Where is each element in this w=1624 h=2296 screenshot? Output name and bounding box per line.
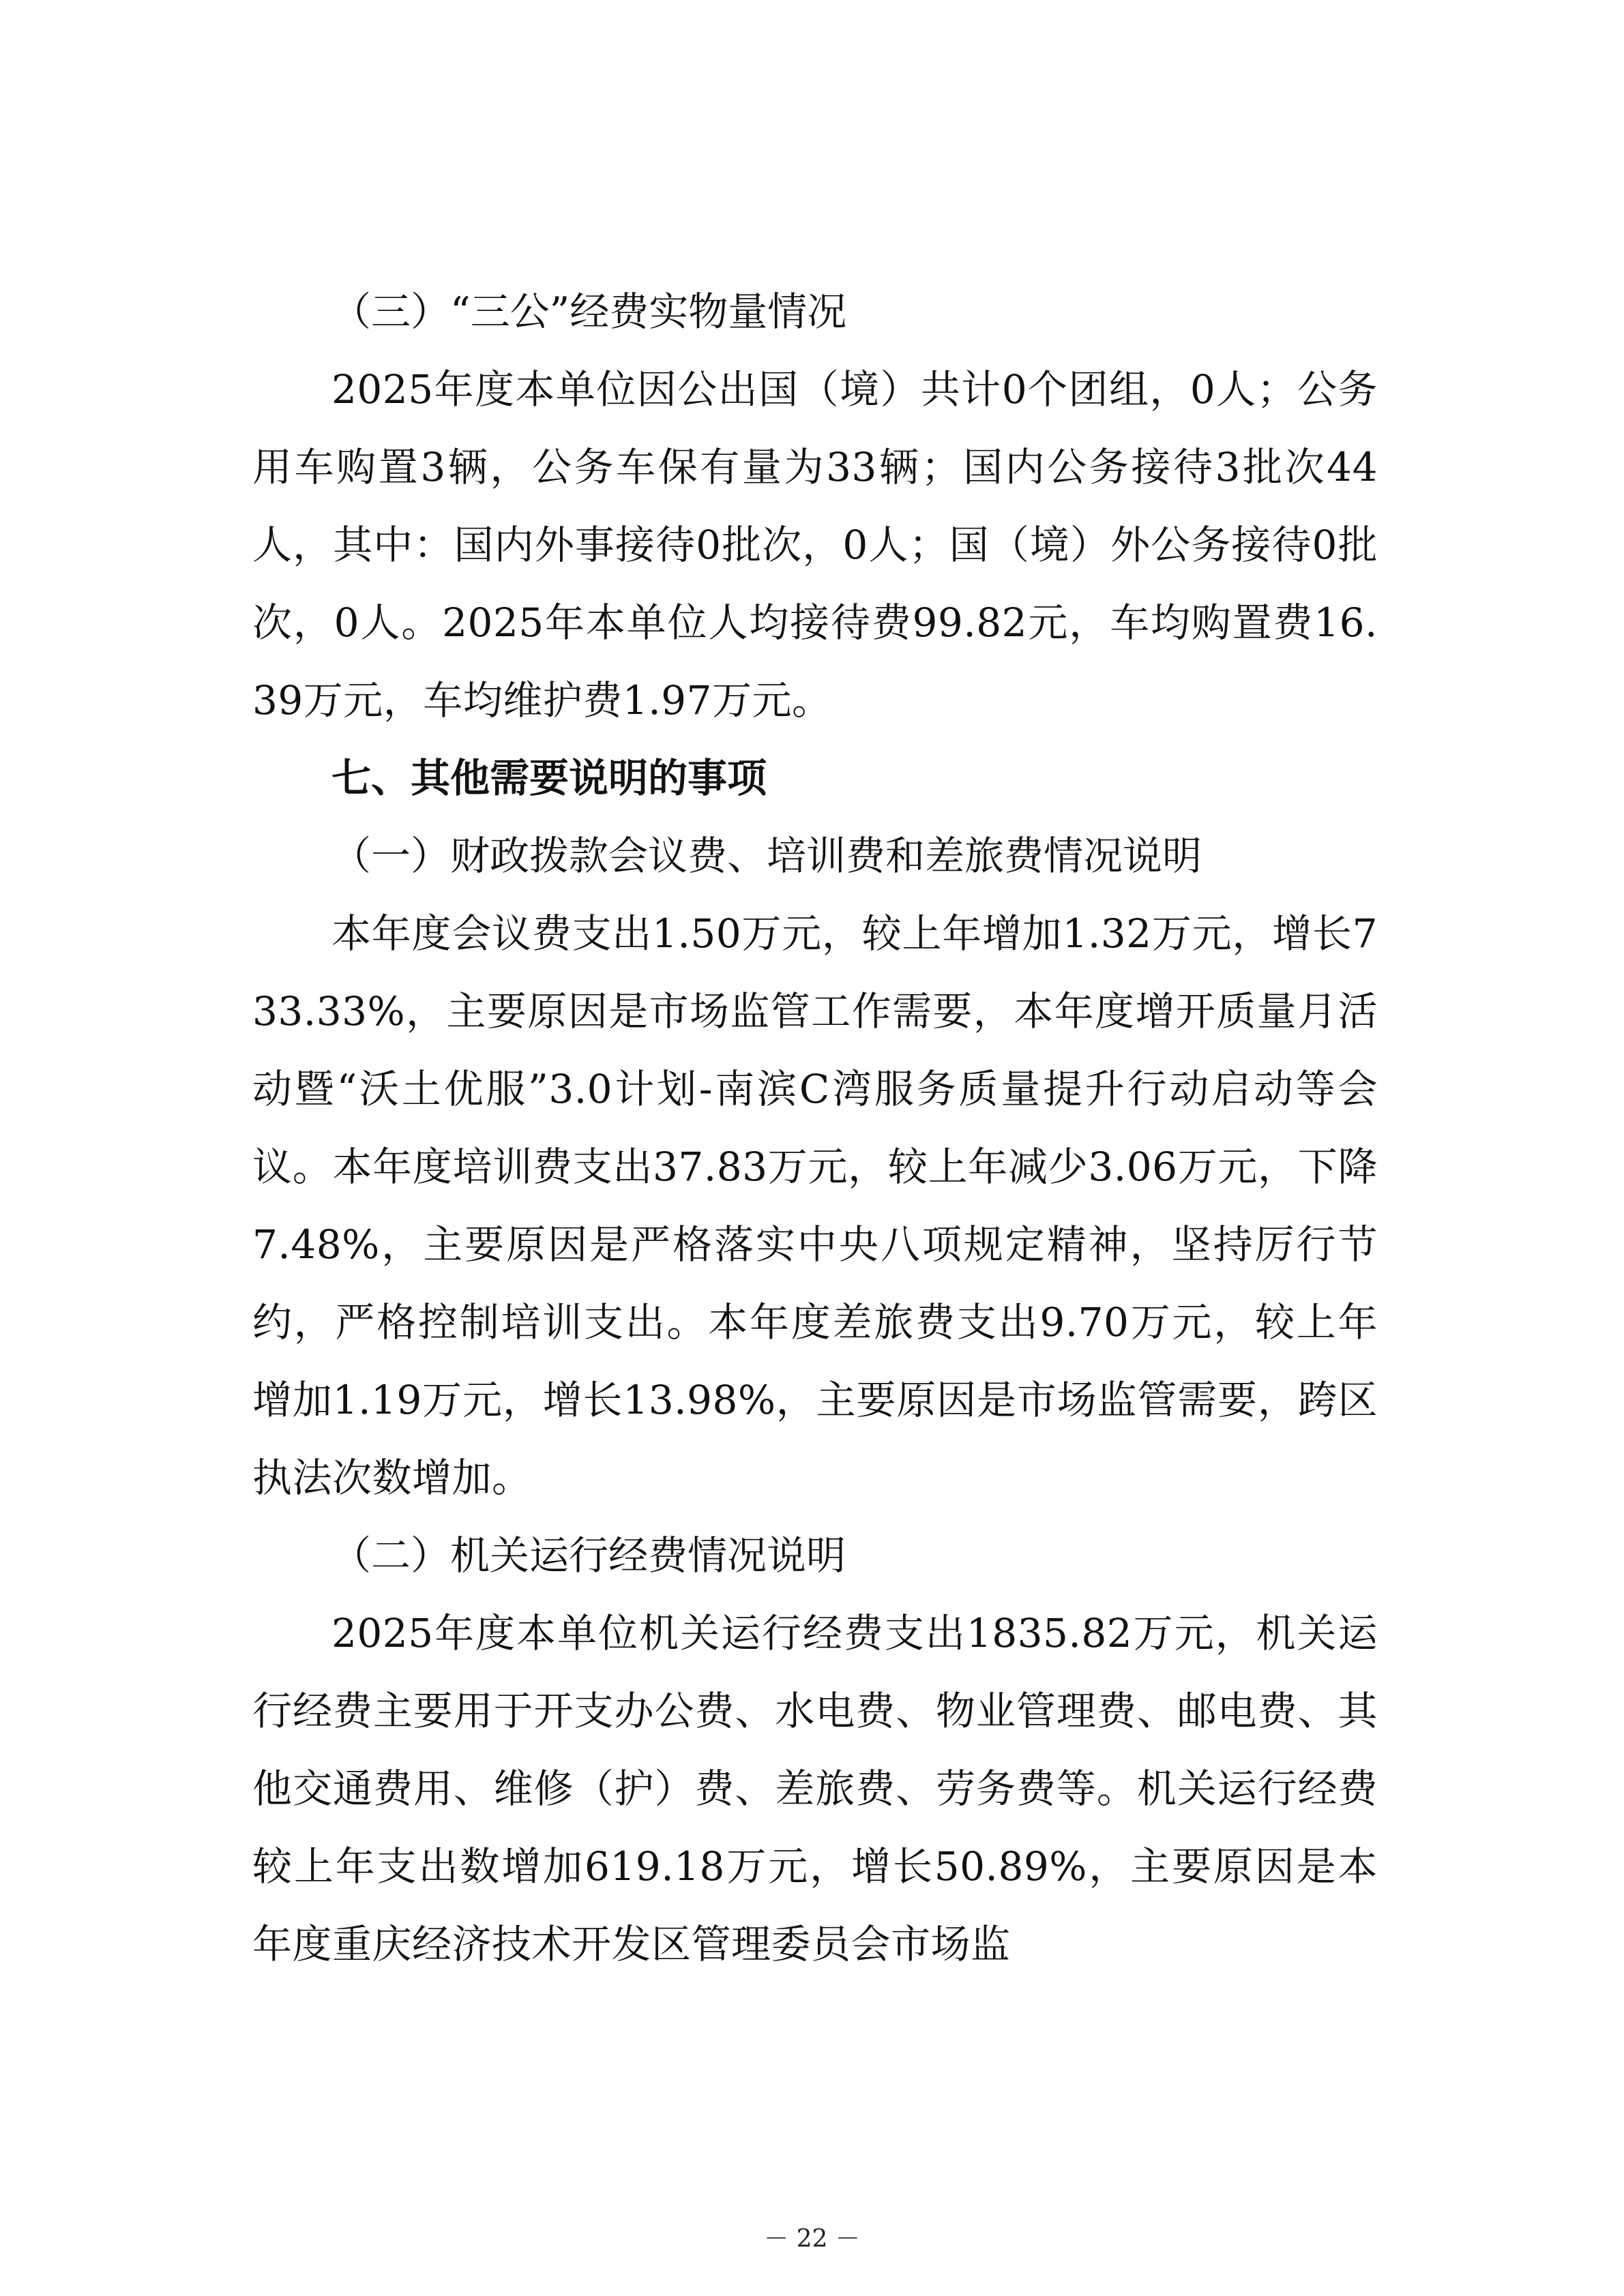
page-number: － 22 － bbox=[764, 2225, 860, 2253]
paragraph-operating-expenses: 2025年度本单位机关运行经费支出1835.82万元，机关运行经费主要用于开支办公费、水电费、物业管理费、邮电费、其他交通费用、维修（护）费、差旅费、劳务费等。机关运行经费较上年支出数增加619.18万元，增长50.89%，主要原因是本年度重庆经济技术开发区管理委员会市场监 bbox=[252, 1610, 1378, 1967]
section-heading-three-public-quantity: （三）“三公”经费实物量情况 bbox=[331, 288, 847, 335]
paragraph-three-public-quantity: 2025年度本单位因公出国（境）共计0个团组，0人；公务用车购置3辆，公务车保有量为33辆；国内公务接待3批次44人，其中：国内外事接待0批次，0人；国（境）外公务接待0批次，0人。2025年本单位人均接待费99.82元，车均购置费16.39万元，车均维护费1.97万元。 bbox=[252, 366, 1378, 724]
section-heading-operating-expenses: （二）机关运行经费情况说明 bbox=[331, 1532, 846, 1579]
paragraph-meeting-training-travel: 本年度会议费支出1.50万元，较上年增加1.32万元，增长733.33%，主要原因是市场监管工作需要，本年度增开质量月活动暨“沃土优服”3.0计划-南滨C湾服务质量提升行动启动等会议。本年度培训费支出37.83万元，较上年减少3.06万元，下降7.48%，主要原因是严格落实中央八项规定精神，坚持厉行节约，严格控制培训支出。本年度差旅费支出9.70万元，较上年增加1.19万元，增长13.98%，主要原因是市场监管需要，跨区执法次数增加。 bbox=[252, 910, 1378, 1501]
document-body bbox=[252, 273, 1378, 1983]
section-heading-meeting-training-travel: （一）财政拨款会议费、培训费和差旅费情况说明 bbox=[331, 833, 1202, 879]
section-heading-other-matters: 七、其他需要说明的事项 bbox=[331, 755, 767, 801]
